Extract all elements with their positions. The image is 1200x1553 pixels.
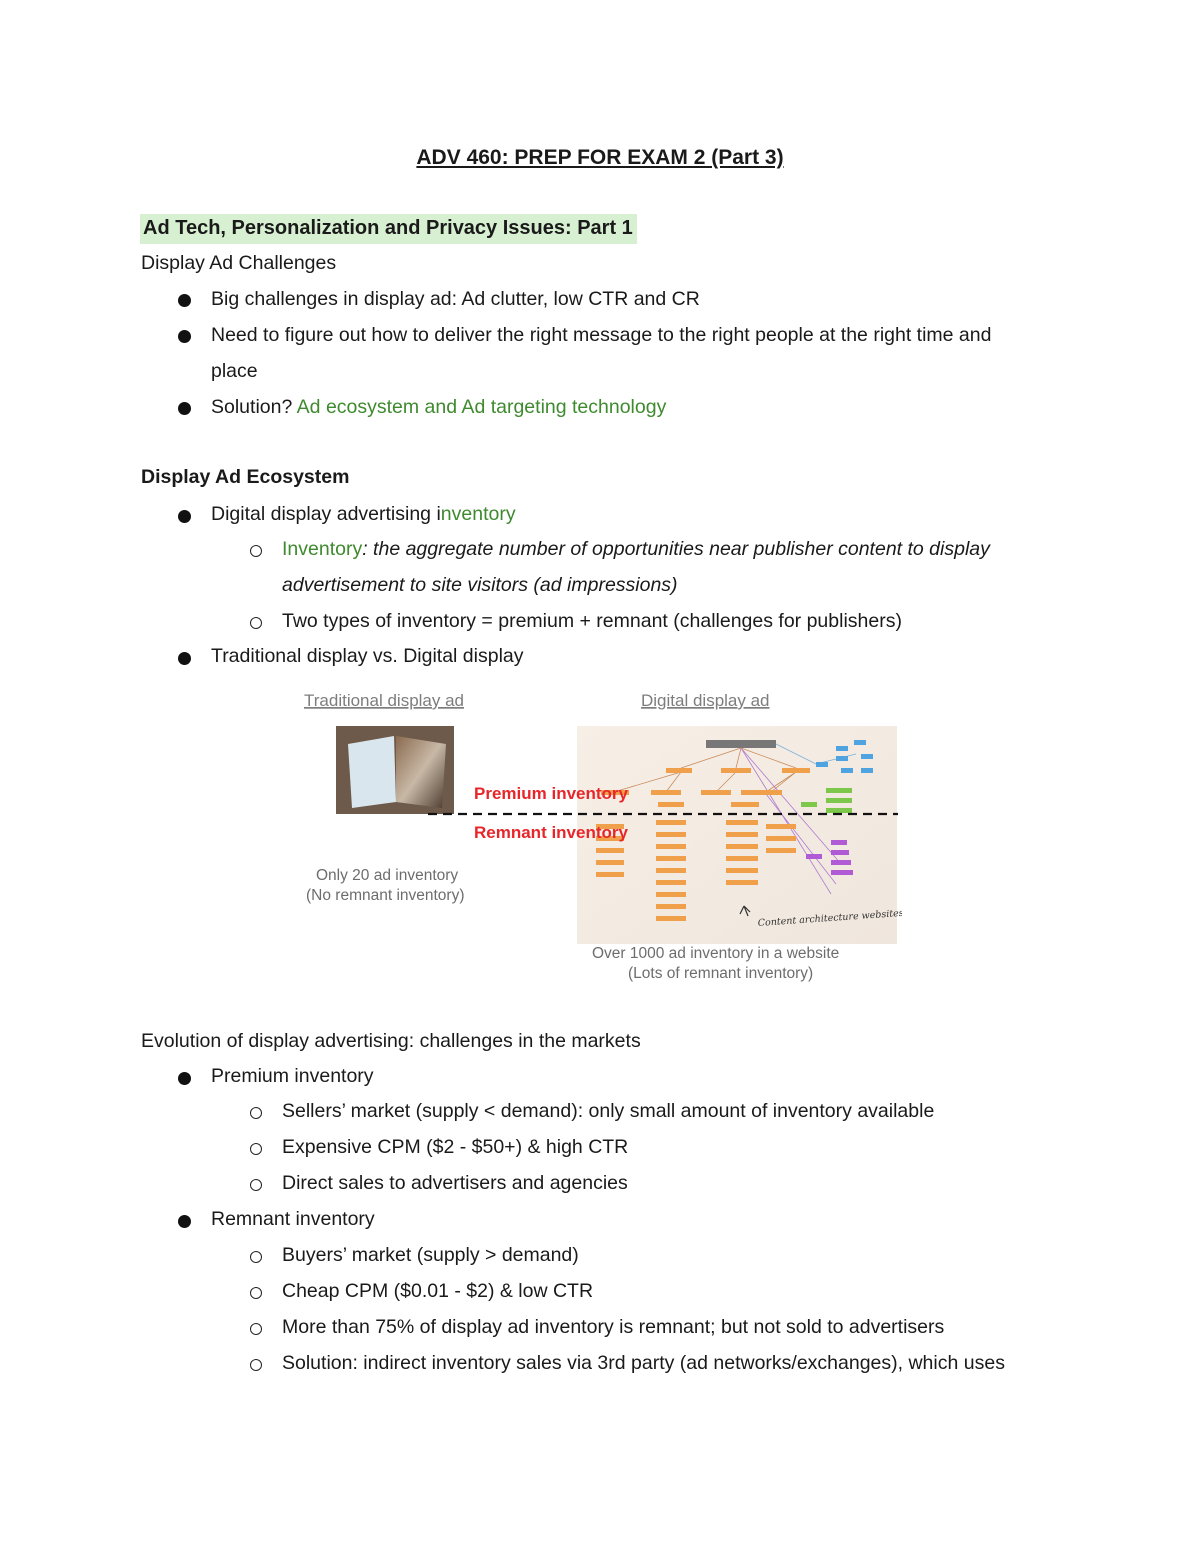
list-subitem: Cheap CPM ($0.01 - $2) & low CTR <box>282 1280 594 1302</box>
list-item-continuation: place <box>211 360 258 382</box>
subheading-display-ad-challenges: Display Ad Challenges <box>141 252 337 274</box>
bullet-icon <box>178 1072 191 1085</box>
item-text-green: nventory <box>440 503 516 525</box>
sub-bullet-icon <box>250 617 262 629</box>
list-item: Big challenges in display ad: Ad clutter, low CTR and CR <box>211 288 700 310</box>
sub-bullet-icon <box>250 1107 262 1119</box>
list-subitem: Expensive CPM ($2 - $50+) & high CTR <box>282 1136 629 1158</box>
item-text: Digital display advertising i <box>211 503 441 525</box>
section-heading-evolution: Evolution of display advertising: challenges in the markets <box>141 1030 641 1052</box>
bullet-icon <box>178 652 191 665</box>
premium-inventory-label: Premium inventory <box>474 784 628 803</box>
list-item <box>211 396 666 419</box>
sub-bullet-icon <box>250 1251 262 1263</box>
list-item: Remnant inventory <box>211 1208 375 1230</box>
root-node <box>706 740 776 748</box>
solution-highlight: Ad ecosystem and Ad targeting technology <box>296 396 667 418</box>
bullet-icon <box>178 330 191 343</box>
sub-bullet-icon <box>250 1323 262 1335</box>
list-item: Need to figure out how to deliver the right message to the right people at the right time and <box>211 324 992 346</box>
list-item: Traditional display vs. Digital display <box>211 645 524 667</box>
right-caption-2: (Lots of remnant inventory) <box>628 965 814 982</box>
list-item: Premium inventory <box>211 1065 374 1087</box>
list-subitem <box>282 538 990 561</box>
display-ad-figure <box>296 684 902 984</box>
bullet-icon <box>178 510 191 523</box>
sub-bullet-icon <box>250 1179 262 1191</box>
left-caption-1: Only 20 ad inventory <box>316 867 459 884</box>
remnant-inventory-label: Remnant inventory <box>474 823 628 842</box>
right-caption-1: Over 1000 ad inventory in a website <box>592 945 840 962</box>
bullet-icon <box>178 294 191 307</box>
left-caption-2: (No remnant inventory) <box>306 887 465 904</box>
list-item <box>211 503 516 526</box>
bullet-icon <box>178 1215 191 1228</box>
list-subitem: Buyers’ market (supply > demand) <box>282 1244 579 1266</box>
definition-continuation: advertisement to site visitors (ad impressions) <box>282 574 678 596</box>
sub-bullet-icon <box>250 1287 262 1299</box>
handwritten-note: Content architecture websites <box>757 907 902 929</box>
list-subitem: More than 75% of display ad inventory is remnant; but not sold to advertisers <box>282 1316 945 1338</box>
definition: : the aggregate number of opportunities near publisher content to display <box>362 538 990 560</box>
digital-title: Digital display ad <box>641 691 770 710</box>
magazine-page-right <box>396 736 446 808</box>
sub-bullet-icon <box>250 1143 262 1155</box>
sub-bullet-icon <box>250 545 262 557</box>
bullet-icon <box>178 402 191 415</box>
list-subitem: Sellers’ market (supply < demand): only small amount of inventory available <box>282 1100 935 1122</box>
figure-canvas <box>296 684 902 984</box>
magazine-page-left <box>348 736 396 808</box>
sub-bullet-icon <box>250 1359 262 1371</box>
page-title: ADV 460: PREP FOR EXAM 2 (Part 3) <box>416 146 784 169</box>
solution-label: Solution? <box>211 396 293 418</box>
section-heading-ecosystem: Display Ad Ecosystem <box>141 466 350 488</box>
list-subitem: Direct sales to advertisers and agencies <box>282 1172 628 1194</box>
traditional-title: Traditional display ad <box>304 691 465 710</box>
list-subitem: Solution: indirect inventory sales via 3rd party (ad networks/exchanges), which uses <box>282 1352 1005 1374</box>
term-inventory: Inventory <box>282 538 363 560</box>
list-subitem: Two types of inventory = premium + remnant (challenges for publishers) <box>282 610 902 632</box>
section-heading-ad-tech: Ad Tech, Personalization and Privacy Issues: Part 1 <box>140 214 637 244</box>
